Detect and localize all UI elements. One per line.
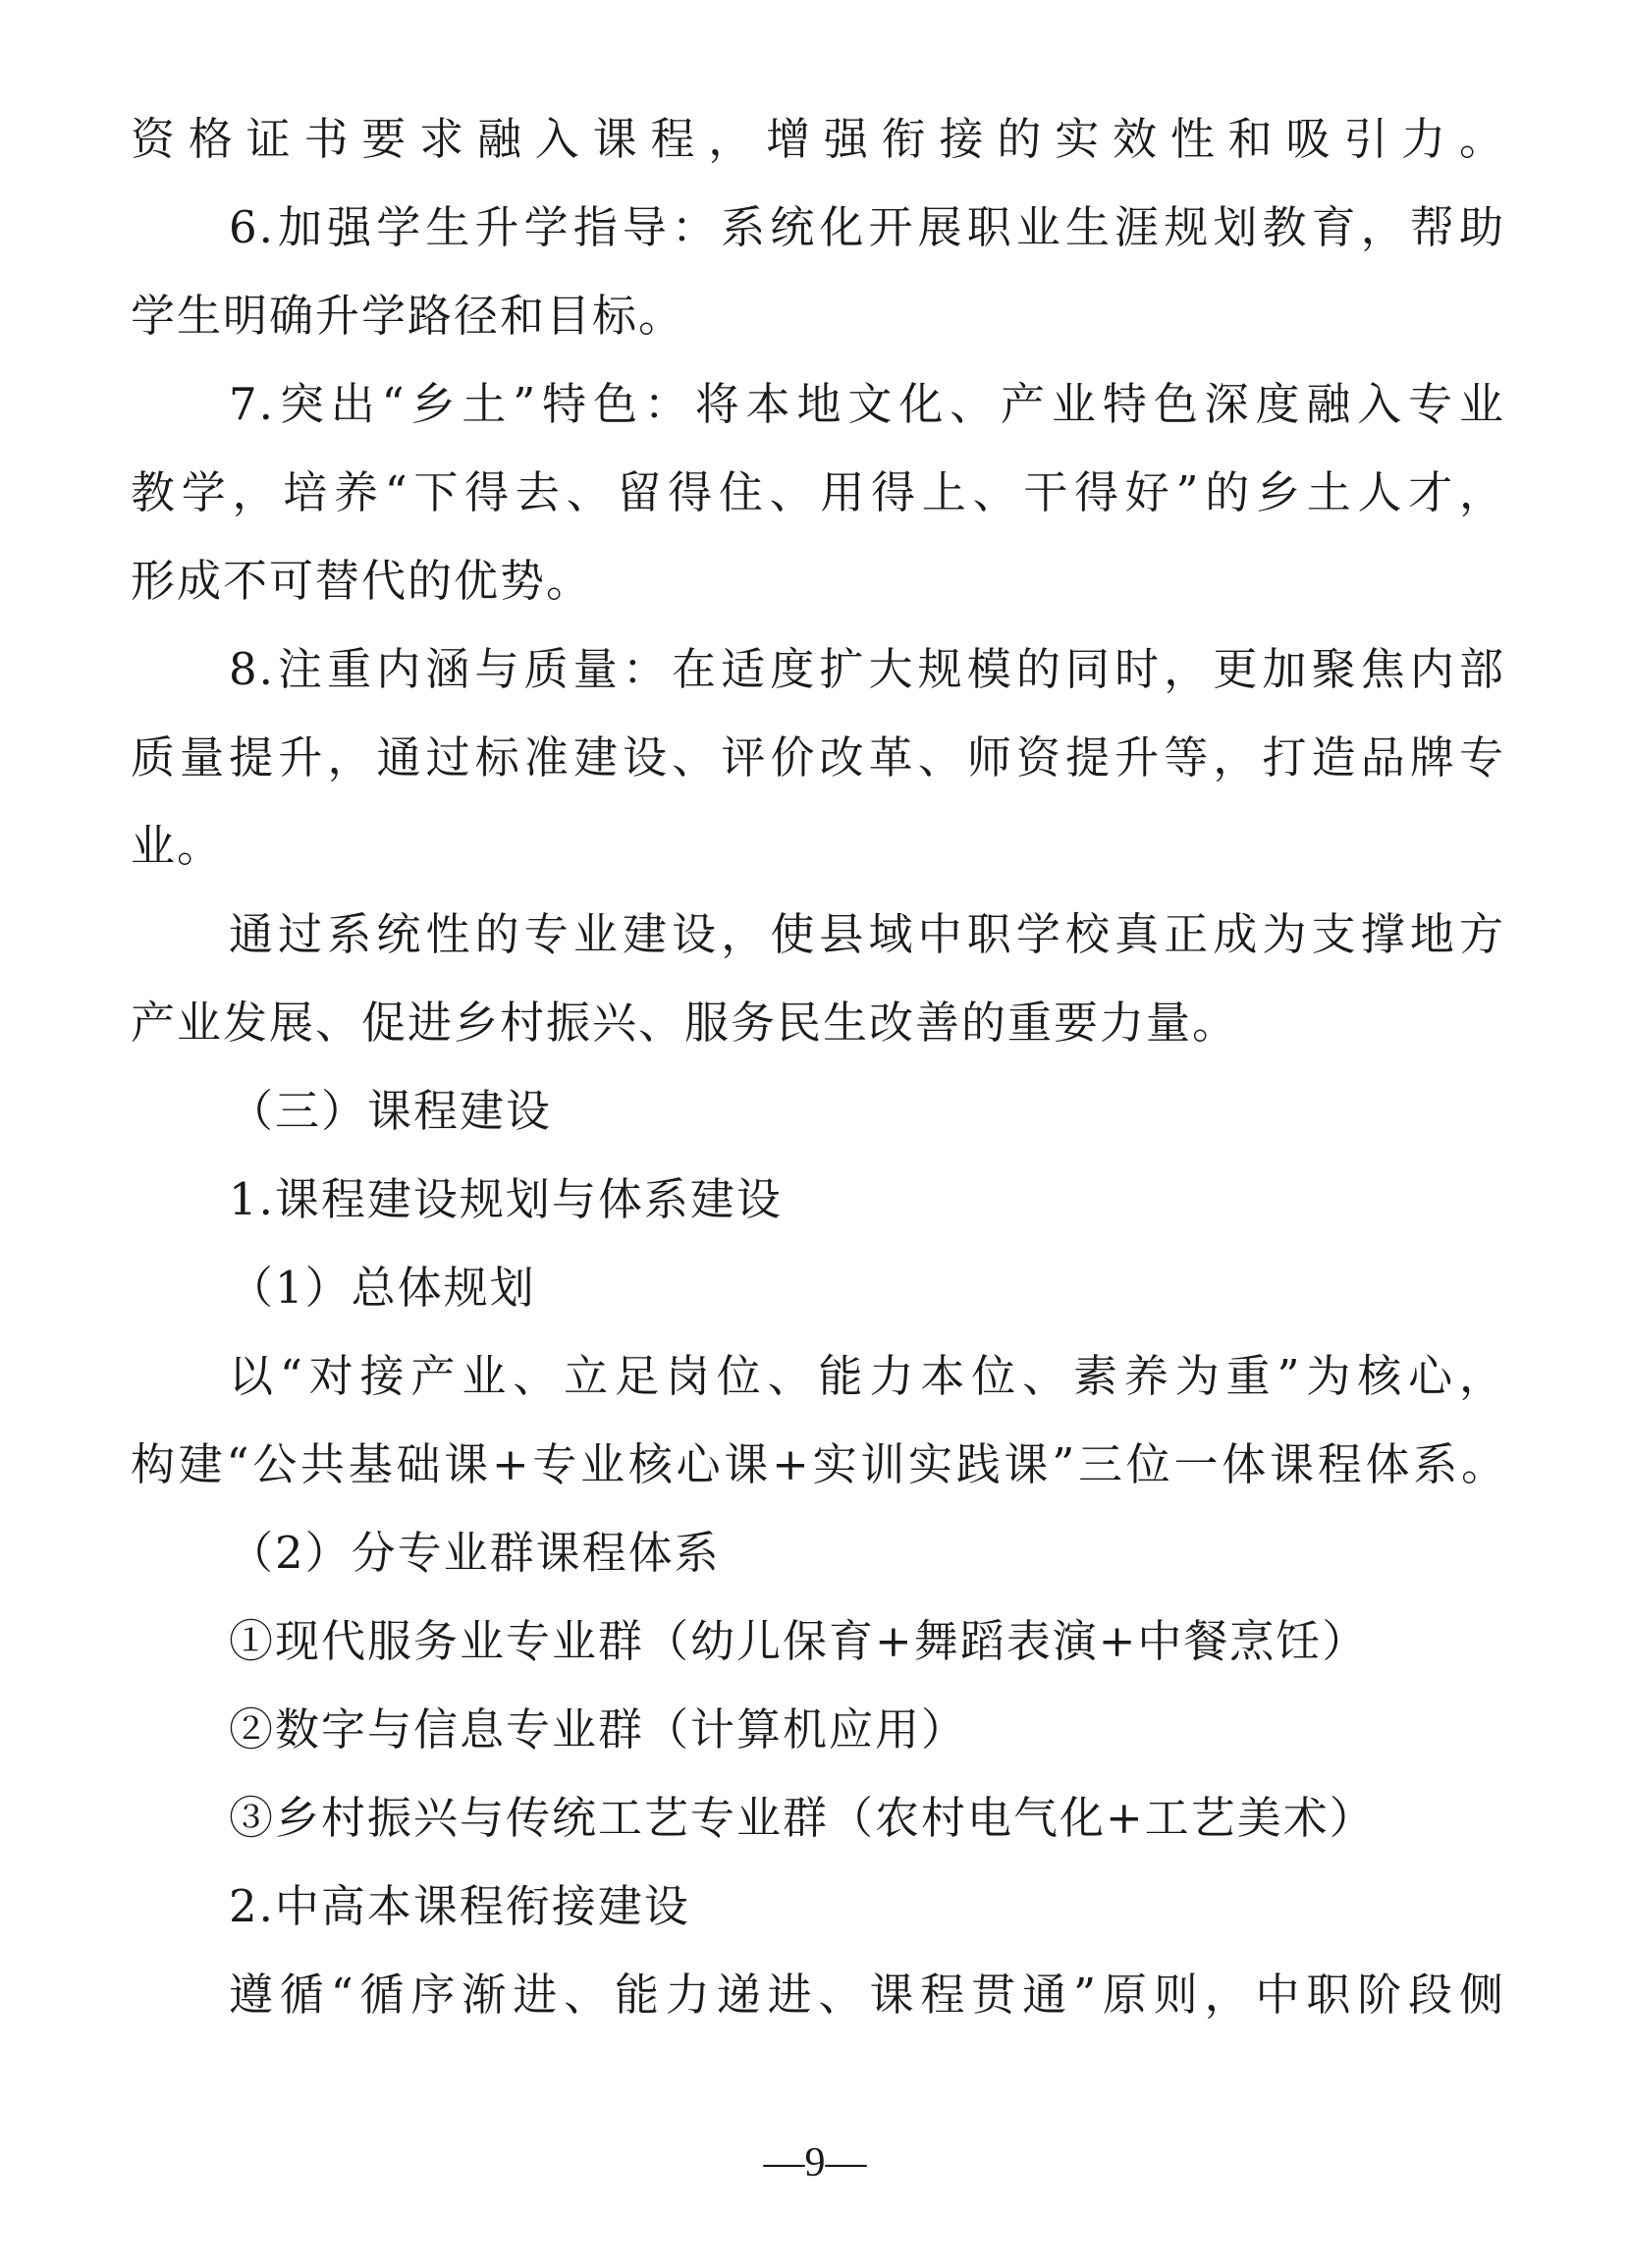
text-line: 教学，培养“下得去、留得住、用得上、干得好”的乡土人才， xyxy=(131,466,1505,518)
list-item: ①现代服务业专业群（幼儿保育+舞蹈表演+中餐烹饪） xyxy=(229,1615,1369,1667)
text-line: 通过系统性的专业建设，使县域中职学校真正成为支撑地方 xyxy=(229,908,1505,960)
text-line: 8.注重内涵与质量：在适度扩大规模的同时，更加聚焦内部 xyxy=(229,643,1505,695)
text-line: 构建“公共基础课+专业核心课+实训实践课”三位一体课程体系。 xyxy=(131,1438,1505,1490)
text-line: 资格证书要求融入课程，增强衔接的实效性和吸引力。 xyxy=(131,113,1505,165)
text-line: 6.加强学生升学指导：系统化开展职业生涯规划教育，帮助 xyxy=(229,201,1505,253)
text-line: 形成不可替代的优势。 xyxy=(131,555,593,607)
text-line: 产业发展、促进乡村振兴、服务民生改善的重要力量。 xyxy=(131,997,1239,1049)
text-line: 学生明确升学路径和目标。 xyxy=(131,290,685,342)
text-line: 遵循“循序渐进、能力递进、课程贯通”原则，中职阶段侧 xyxy=(229,1969,1505,2021)
subsection-heading: 1.课程建设规划与体系建设 xyxy=(229,1173,783,1225)
subsection-heading: 2.中高本课程衔接建设 xyxy=(229,1880,690,1932)
page-number: —9— xyxy=(763,2140,867,2186)
text-line: 以“对接产业、立足岗位、能力本位、素养为重”为核心， xyxy=(229,1350,1505,1402)
text-line: 质量提升，通过标准建设、评价改革、师资提升等，打造品牌专 xyxy=(131,731,1505,783)
subsection-heading: （2）分专业群课程体系 xyxy=(229,1527,721,1579)
list-item: ②数字与信息专业群（计算机应用） xyxy=(229,1703,968,1755)
section-heading: （三）课程建设 xyxy=(229,1085,553,1137)
text-line: 7.突出“乡土”特色：将本地文化、产业特色深度融入专业 xyxy=(229,378,1505,430)
subsection-heading: （1）总体规划 xyxy=(229,1262,536,1314)
list-item: ③乡村振兴与传统工艺专业群（农村电气化+工艺美术） xyxy=(229,1792,1376,1844)
text-line: 业。 xyxy=(131,820,224,872)
